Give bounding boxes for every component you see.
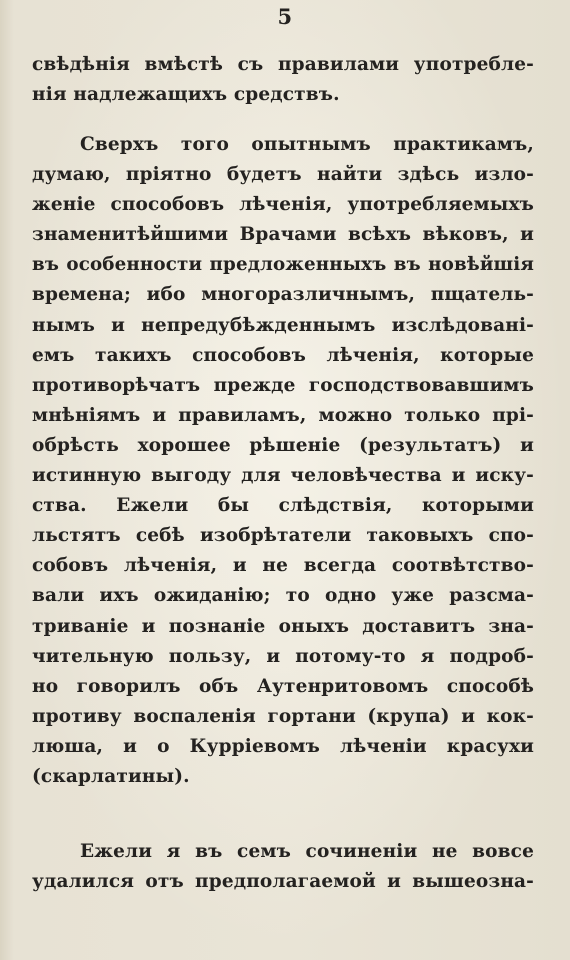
text-line: емъ такихъ способовъ лѣченія, которые xyxy=(32,344,534,366)
text-line: нымъ и непредубѣжденнымъ изслѣдовані- xyxy=(32,314,534,336)
text-line: чительную пользу, и потому-то я подроб- xyxy=(32,645,534,667)
text-line: триваніе и познаніе оныхъ доставитъ зна- xyxy=(32,615,534,637)
text-line: мнѣніямъ и правиламъ, можно только прі- xyxy=(32,404,534,426)
page-number: 5 xyxy=(277,4,293,29)
text-line: времена; ибо многоразличнымъ, пщатель- xyxy=(32,284,534,306)
text-line: люша, и о Курріевомъ лѣченіи красухи xyxy=(32,735,534,757)
text-line: обрѣсть хорошее рѣшеніе (результатъ) и xyxy=(32,434,534,456)
text-line: знаменитѣйшими Врачами всѣхъ вѣковъ, и xyxy=(32,224,534,246)
text-line: истинную выгоду для человѣчества и иску- xyxy=(32,465,534,487)
text-line: въ особенности предложенныхъ въ новѣйшія xyxy=(32,254,534,276)
text-line: женіе способовъ лѣченія, употребляемыхъ xyxy=(32,194,534,216)
text-line: противорѣчатъ прежде господствовавшимъ xyxy=(32,374,534,396)
text-line: нія надлежащихъ средствъ. xyxy=(32,84,340,106)
text-line: Ежели я въ семъ сочиненіи не вовсе xyxy=(80,841,534,862)
text-line: свѣдѣнія вмѣстѣ съ правилами употребле- xyxy=(32,54,534,75)
paragraph-2 xyxy=(32,130,534,792)
text-line: удалился отъ предполагаемой и вышеозна- xyxy=(32,871,534,893)
text-line: (скарлатины). xyxy=(32,765,190,787)
text-line: Сверхъ того опытнымъ практикамъ, xyxy=(80,134,534,155)
text-line: льстятъ себѣ изобрѣтатели таковыхъ спо- xyxy=(32,525,534,547)
paragraph-3 xyxy=(32,837,534,897)
text-line: собовъ лѣченія, и не всегда соотвѣтство- xyxy=(32,555,534,577)
text-line: вали ихъ ожиданію; то одно уже разсма- xyxy=(32,585,534,607)
text-line: противу воспаленія гортани (крупа) и кок- xyxy=(32,705,534,727)
text-line: думаю, пріятно будетъ найти здѣсь изло- xyxy=(32,164,534,186)
text-line: ства. Ежели бы слѣдствія, которыми xyxy=(32,495,534,517)
text-line: но говорилъ объ Аутенритовомъ способѣ xyxy=(32,675,534,697)
paragraph-1 xyxy=(32,50,534,110)
